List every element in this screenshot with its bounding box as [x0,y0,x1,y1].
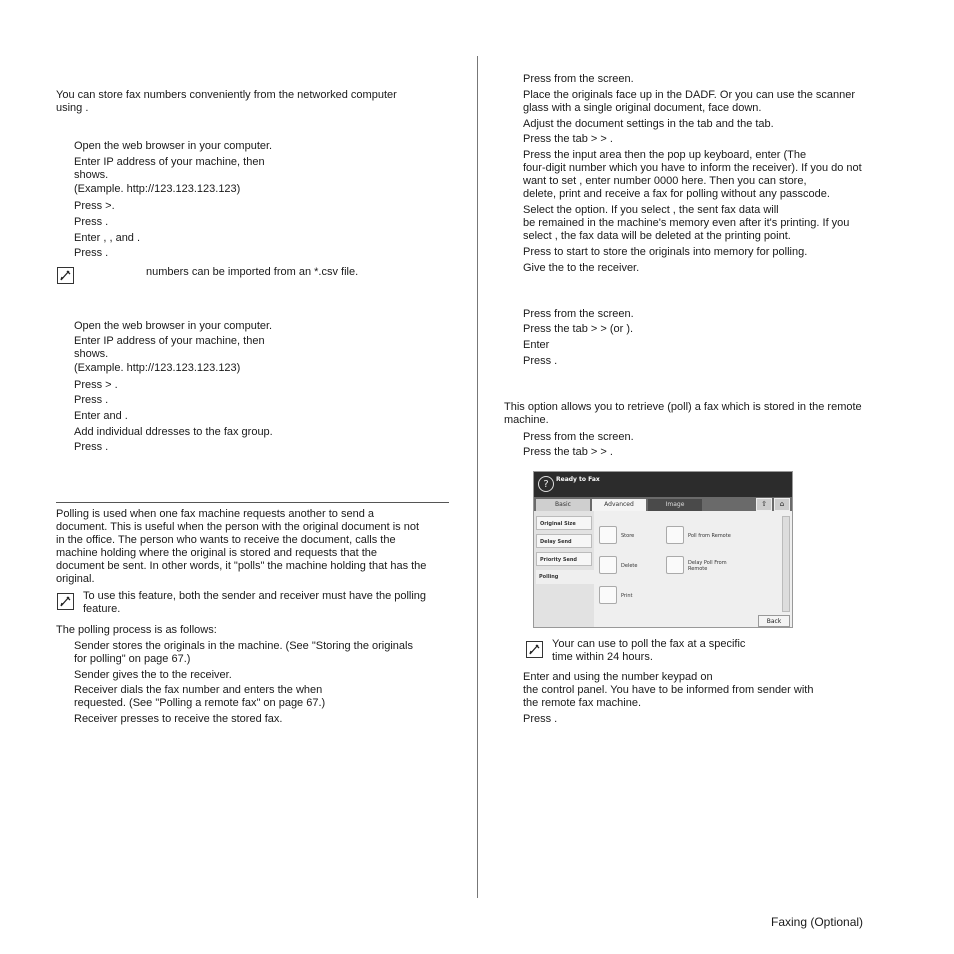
step: Press . [523,713,558,725]
step: delete, print and receive a fax for polling without any passcode. [523,188,830,200]
note-text: To use this feature, both the sender and receiver must have the polling [83,590,427,602]
step: Enter and . [74,410,128,422]
fax-ui-header [534,472,792,497]
step: Enter IP address of your machine, then [74,156,265,168]
step: (Example. http://123.123.123.123) [74,362,241,374]
step: four-digit number which you have to inform the receiver). If you do not [523,162,862,174]
step: Press . [74,441,109,453]
para-line: document. This is useful when the person with the original document is not [56,521,419,533]
sidebar-item-polling[interactable]: Polling [536,570,597,584]
step: Sender stores the originals in the machine. (See "Storing the originals [74,640,413,652]
step: shows. [74,348,109,360]
step: Press >. [74,200,115,212]
step: be remained in the machine's memory even after it's printing. If you [523,217,850,229]
step: requested. (See "Polling a remote fax" on page 67.) [74,697,326,709]
step: Press the tab > > (or ). [523,323,634,335]
para-line: machine holding where the original is stored and requests that the [56,547,378,559]
para-line: document be sent. In other words, it "polls" the machine holding that has the [56,560,427,572]
step: (Example. http://123.123.123.123) [74,183,241,195]
step: Press . [523,355,558,367]
intro-line-1: You can store fax numbers conveniently from the networked computer [56,89,397,101]
note-text: Your can use to poll the fax at a specific [552,638,746,650]
note-text: time within 24 hours. [552,651,653,663]
delay-poll-option[interactable] [666,556,684,574]
tab-basic[interactable]: Basic [536,499,590,511]
intro-line-2: using . [56,102,89,114]
step: the control panel. You have to be informed from sender with [523,684,814,696]
poll-from-remote-label: Poll from Remote [688,533,731,539]
delay-poll-label: Delay Poll From Remote [688,560,727,572]
column-divider [477,56,478,898]
step: Press > . [74,379,118,391]
step: Add individual ddresses to the fax group. [74,426,273,438]
step: Press from the screen. [523,431,634,443]
para-line: Polling is used when one fax machine requests another to send a [56,508,374,520]
print-label: Print [621,593,633,599]
step: Select the option. If you select , the sent fax data will [523,204,779,216]
step: Press the input area then the pop up keyboard, enter (The [523,149,807,161]
step: Press from the screen. [523,308,634,320]
sidebar-item-original-size[interactable]: Original Size [536,516,592,530]
fax-ui-sidebar [534,511,594,628]
step: Receiver dials the fax number and enters the when [74,684,323,696]
step: Press . [74,216,109,228]
back-button[interactable]: Back [758,615,790,627]
step: Press to start to store the originals into memory for polling. [523,246,808,258]
step: Adjust the document settings in the tab and the tab. [523,118,774,130]
step: Press the tab > > . [523,133,613,145]
step: Open the web browser in your computer. [74,140,273,152]
para-line: in the office. The person who wants to receive the document, calls the [56,534,396,546]
poll-from-remote-option[interactable] [666,526,684,544]
page-footer: Faxing (Optional) [771,915,864,929]
help-button[interactable]: ? [538,476,554,492]
upload-icon[interactable]: ⇧ [756,498,772,511]
fax-ui-tabbar [534,497,792,511]
step: Open the web browser in your computer. [74,320,273,332]
print-option[interactable] [599,586,617,604]
step: Sender gives the to the receiver. [74,669,232,681]
note-pencil-icon [57,593,74,610]
note-pencil-icon [526,641,543,658]
store-option[interactable] [599,526,617,544]
note-text: numbers can be imported from an *.csv file. [146,266,359,278]
retrieve-para: This option allows you to retrieve (poll) a fax which is stored in the remote [504,401,862,413]
step: want to set , enter number 0000 here. Then you can store, [523,175,807,187]
step: Enter and using the number keypad on [523,671,713,683]
store-label: Store [621,533,635,539]
fax-ui-title: Ready to Fax [556,476,600,483]
tab-image[interactable]: Image [648,499,702,511]
delete-label: Delete [621,563,638,569]
step: Press from the screen. [523,73,634,85]
scrollbar[interactable] [782,516,790,612]
step: for polling" on page 67.) [74,653,191,665]
sidebar-item-priority-send[interactable]: Priority Send [536,552,592,566]
step: Receiver presses to receive the stored fax. [74,713,283,725]
step: the remote fax machine. [523,697,642,709]
step: Enter IP address of your machine, then [74,335,265,347]
home-icon[interactable]: ⌂ [774,498,790,511]
process-intro: The polling process is as follows: [56,624,217,636]
section-divider [56,502,449,503]
sidebar-item-delay-send[interactable]: Delay Send [536,534,592,548]
note-pencil-icon [57,267,74,284]
fax-ui-screenshot [533,471,793,628]
note-text: feature. [83,603,121,615]
step: Give the to the receiver. [523,262,640,274]
para-line: original. [56,573,95,585]
tab-advanced[interactable]: Advanced [592,499,646,511]
step: select , the fax data will be deleted at the printing point. [523,230,791,242]
step: shows. [74,169,109,181]
step: Press . [74,394,109,406]
delete-option[interactable] [599,556,617,574]
step: glass with a single original document, face down. [523,102,762,114]
step: Enter , , and . [74,232,141,244]
step: Place the originals face up in the DADF. Or you can use the scanner [523,89,856,101]
step: Enter [523,339,550,351]
step: Press the tab > > . [523,446,613,458]
retrieve-para: machine. [504,414,549,426]
step: Press . [74,247,109,259]
